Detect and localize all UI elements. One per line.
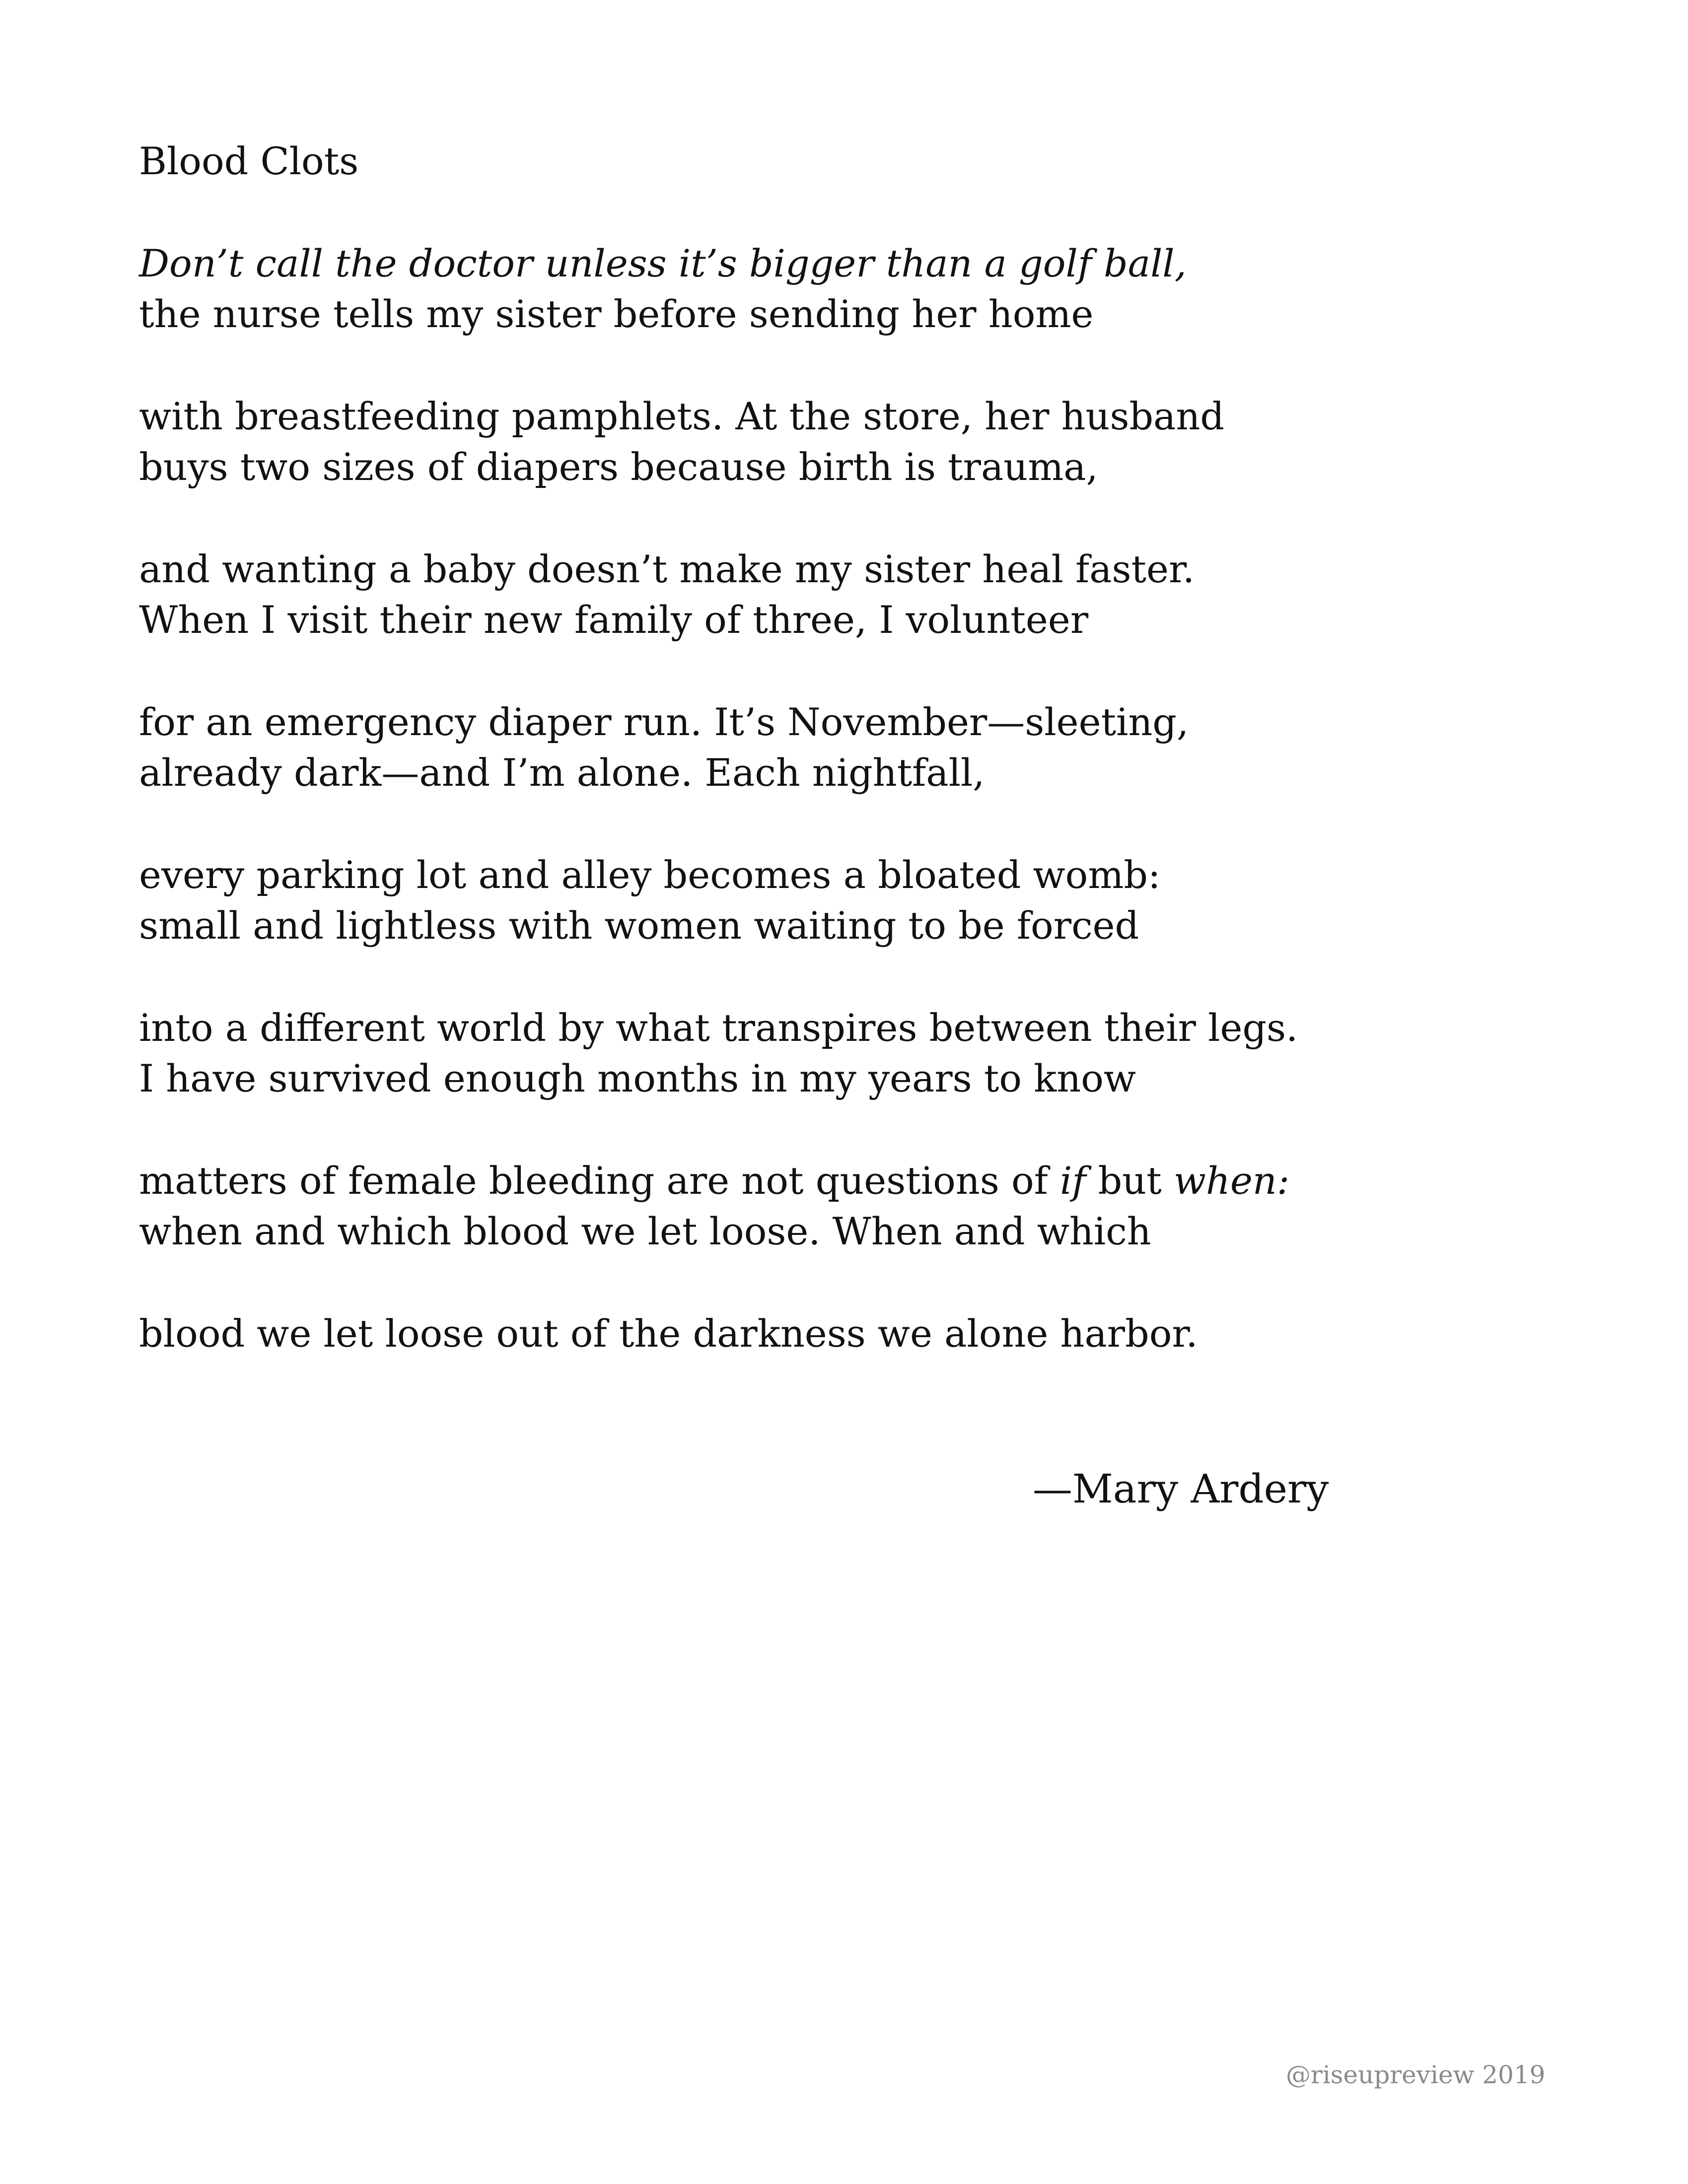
stanza-8	[139, 1308, 1198, 1359]
emphasis-when: when:	[1173, 1159, 1290, 1203]
author-attribution: —Mary Ardery	[1033, 1466, 1329, 1512]
stanza-line: into a different world by what transpires between their legs.	[139, 1006, 1298, 1050]
stanza-line: blood we let loose out of the darkness we alone harbor.	[139, 1311, 1198, 1356]
stanza-line: Don’t call the doctor unless it’s bigger than a golf ball,	[139, 241, 1187, 285]
stanza-line: when and which blood we let loose. When and which	[139, 1209, 1151, 1253]
stanza-line: with breastfeeding pamphlets. At the store, her husband	[139, 394, 1225, 438]
line-text: matters of female bleeding are not questions of	[139, 1159, 1060, 1203]
stanza-1	[139, 238, 1187, 340]
emphasis-if: if	[1060, 1159, 1086, 1203]
stanza-line: and wanting a baby doesn’t make my sister heal faster.	[139, 547, 1195, 591]
stanza-6	[139, 1003, 1298, 1104]
footer-credit: @riseupreview 2019	[1286, 2060, 1546, 2089]
stanza-line: When I visit their new family of three, I volunteer	[139, 598, 1089, 642]
stanza-2	[139, 391, 1224, 492]
stanza-4	[139, 697, 1189, 798]
stanza-line: already dark—and I’m alone. Each nightfall,	[139, 751, 985, 795]
line-text: but	[1086, 1159, 1174, 1203]
stanza-line: small and lightless with women waiting to be forced	[139, 903, 1139, 948]
stanza-7	[139, 1156, 1289, 1257]
stanza-line: every parking lot and alley becomes a bloated womb:	[139, 853, 1161, 897]
stanza-line: the nurse tells my sister before sending her home	[139, 292, 1094, 336]
stanza-line-mixed	[139, 1156, 1289, 1206]
stanza-3	[139, 544, 1195, 645]
stanza-5	[139, 850, 1161, 951]
stanza-line: for an emergency diaper run. It’s November—sleeting,	[139, 700, 1189, 744]
poem-title: Blood Clots	[139, 139, 359, 183]
stanza-line: buys two sizes of diapers because birth is trauma,	[139, 445, 1098, 489]
stanza-line: I have survived enough months in my years to know	[139, 1056, 1136, 1100]
